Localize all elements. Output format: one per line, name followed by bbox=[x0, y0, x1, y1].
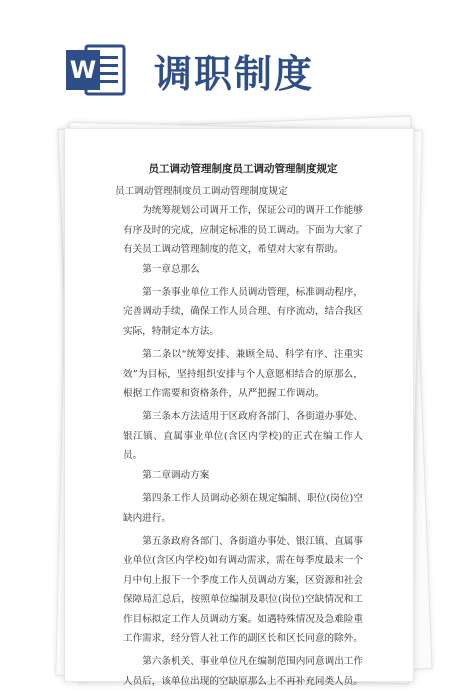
chapter-heading: 第一章总那么 bbox=[142, 263, 200, 275]
word-document-icon bbox=[64, 40, 128, 100]
document-content bbox=[115, 161, 363, 691]
paragraph: 为统筹规划公司调开工作，保证公司的调开工作能够有序及时的完成，应制定标准的员工调动。下面为大家了有关员工调动管理制度的范文，希望对大家有帮助。 bbox=[123, 205, 363, 256]
chapter-heading: 第二章调动方案 bbox=[142, 469, 210, 481]
paragraph: 第一条事业单位工作人员调动管理，标准调动程序，完善调动手续，确保工作人员合理、有序流动，结合我区实际，特制定本方法。 bbox=[123, 287, 363, 337]
paragraph: 第四条工作人员调动必须在规定编制、职位(岗位)空缺内进行。 bbox=[123, 493, 363, 524]
paragraph: 第二条以“统筹安排、兼顾全局、科学有序、注重实效”为目标，坚持组织安排与个人意愿相结合的原那么，根据工作需要和资格条件，从严把握工作调动。 bbox=[123, 349, 363, 400]
paragraph: 第三条本方法适用于区政府各部门、各街道办事处、银江镇、直属事业单位(含区内学校)的正式在编工作人员。 bbox=[123, 411, 363, 462]
document-subtitle: 员工调动管理制度员工调动管理制度规定 bbox=[115, 186, 288, 197]
header-banner bbox=[0, 0, 474, 130]
word-letter: W bbox=[69, 56, 97, 84]
paragraph: 第五条政府各部门、各街道办事处、银江镇、直属事业单位(含区内学校)如有调动需求，需在每季度最末一个月中旬上报下一个季度工作人员调动方案，区资源和社会保障局汇总后，按照单位编制及职位(岗位)空缺情况和工作目标拟定工作人员调动方案。如遇特殊情况及急难险重工作需求，经分管人社工作的副区长和区长同意的除外。 bbox=[123, 535, 363, 644]
paragraph: 第六条机关、事业单位凡在编制范围内同意调出工作人员后，该单位出现的空缺原那么上不再补充同类人员。 bbox=[123, 656, 363, 687]
document-title: 员工调动管理制度员工调动管理制度规定 bbox=[148, 163, 338, 175]
banner-title: 调职制度 bbox=[154, 52, 315, 96]
document-page bbox=[64, 128, 414, 687]
